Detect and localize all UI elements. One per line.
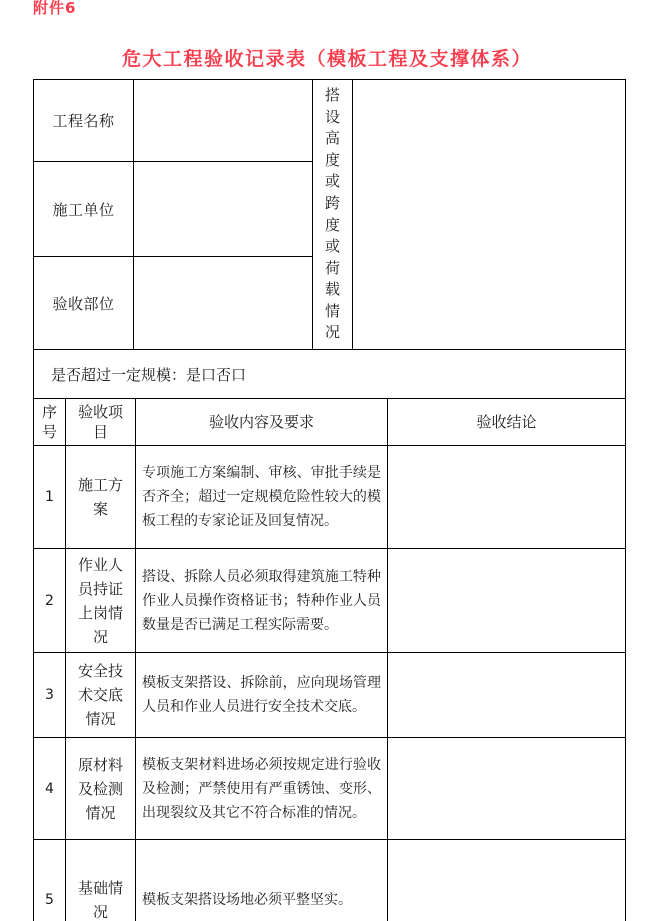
row-content: 模板支架搭设、拆除前，应向现场管理人员和作业人员进行安全技术交底。 (136, 653, 388, 738)
row-content: 模板支架材料进场必须按规定进行验收及检测；严禁使用有严重锈蚀、变形、出现裂纹及其它不符合标准的情况。 (136, 738, 388, 840)
setup-height-span-load-label (313, 80, 353, 350)
checklist-table (34, 399, 626, 921)
project-name-field[interactable] (134, 80, 313, 162)
acceptance-form-table (33, 79, 626, 921)
row-content: 模板支架搭设场地必须平整坚实。 (136, 840, 388, 921)
row-number: 2 (34, 549, 66, 653)
row-conclusion-field[interactable] (388, 653, 626, 738)
header-content: 验收内容及要求 (136, 399, 388, 446)
row-item-label: 原材料及检测情况 (66, 738, 136, 840)
row-number: 4 (34, 738, 66, 840)
row-item-label: 安全技术交底情况 (66, 653, 136, 738)
acceptance-location-field[interactable] (134, 257, 313, 350)
row-item-label: 施工方案 (66, 446, 136, 549)
scale-question-text-with-checkboxes[interactable]: 是否超过一定规模：是口否口 (51, 365, 247, 384)
construction-unit-field[interactable] (134, 162, 313, 257)
row-conclusion-field[interactable] (388, 446, 626, 549)
setup-height-span-load-field[interactable] (353, 80, 626, 350)
row-content: 搭设、拆除人员必须取得建筑施工特种作业人员操作资格证书；特种作业人员数量是否已满足工程实际需要。 (136, 549, 388, 653)
row-number: 5 (34, 840, 66, 921)
row-conclusion-field[interactable] (388, 549, 626, 653)
row-conclusion-field[interactable] (388, 840, 626, 921)
row-conclusion-field[interactable] (388, 738, 626, 840)
row-content: 专项施工方案编制、审核、审批手续是否齐全；超过一定规模危险性较大的模板工程的专家论证及回复情况。 (136, 446, 388, 549)
attachment-label: 附件6 (33, 0, 77, 17)
construction-unit-label: 施工单位 (34, 162, 134, 257)
setup-height-span-load-text: 搭设高度或跨度或荷载情况 (324, 85, 340, 342)
header-conclusion: 验收结论 (388, 399, 626, 446)
info-section (34, 79, 626, 350)
project-name-label: 工程名称 (34, 80, 134, 162)
header-no: 序号 (34, 399, 66, 446)
scale-question-row (34, 350, 626, 399)
acceptance-location-label: 验收部位 (34, 257, 134, 350)
row-number: 1 (34, 446, 66, 549)
row-item-label: 基础情况 (66, 840, 136, 921)
page-title: 危大工程验收记录表（模板工程及支撑体系） (121, 48, 532, 70)
row-item-label: 作业人员持证上岗情况 (66, 549, 136, 653)
header-item: 验收项目 (66, 399, 136, 446)
row-number: 3 (34, 653, 66, 738)
